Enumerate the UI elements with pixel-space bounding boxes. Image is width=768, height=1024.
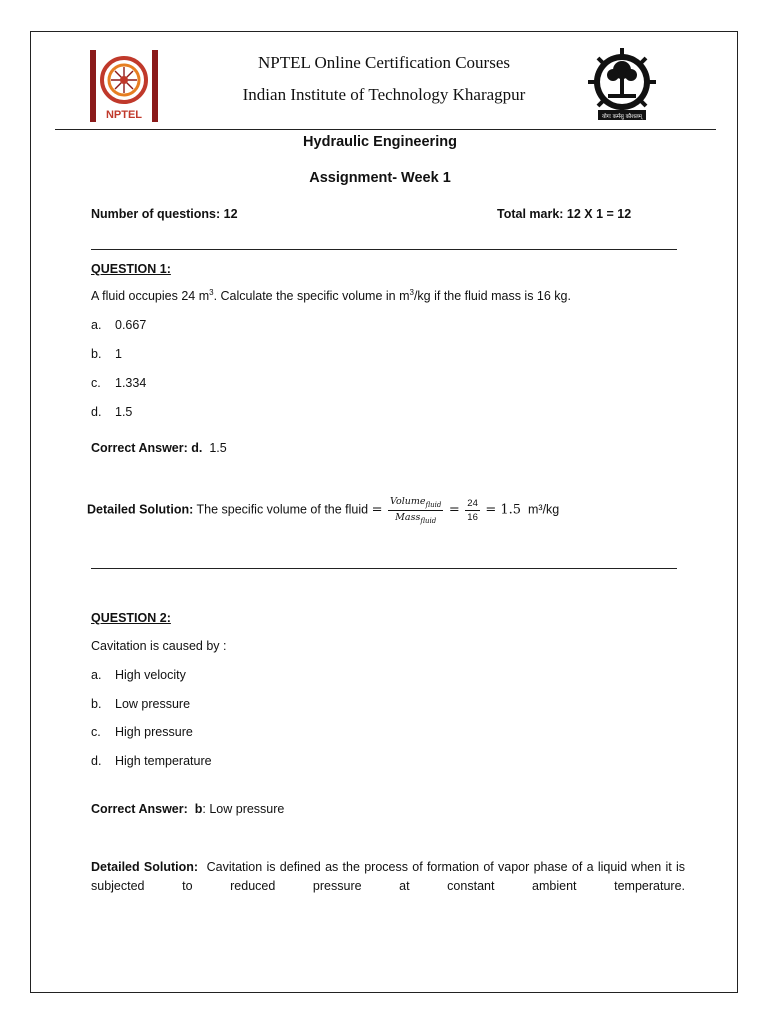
q1-option-d: d. 1.5 [91,405,133,419]
seal-motto: योगः कर्मसु कौशलम् [602,114,642,120]
q2-option-b: b. Low pressure [91,697,191,711]
question-2-text: Cavitation is caused by : [91,639,227,653]
q1-correct-answer: Correct Answer: d. 1.5 [91,441,227,455]
document-title: Hydraulic Engineering [303,134,457,150]
fraction-volume-over-mass: $\frac{Volume_{fluid}}{Mass_{fluid}}$ [390,496,442,525]
q1-option-b: b. 1 [91,347,122,361]
question-1-heading: QUESTION 1: [91,262,171,276]
header-line-1: NPTEL Online Certification Courses [258,53,510,72]
q2-detailed-solution: Detailed Solution: Cavitation is defined as the process of formation of vapor phase of a liquid when it is subjected to reduced pressure at constant ambient temperature. [91,860,686,893]
question-2-heading: QUESTION 2: [91,611,171,625]
q2-option-d: d. High temperature [91,754,212,768]
header-divider [55,129,716,130]
total-mark: Total mark: 12 X 1 = 12 [497,207,632,221]
header-line-2: Indian Institute of Technology Kharagpur [242,85,526,104]
q1-option-a: a. 0.667 [91,318,147,332]
q1-option-c: c. 1.334 [91,376,147,390]
number-of-questions: Number of questions: 12 [91,207,238,221]
fraction-24-over-16: $\frac{24}{16}$ [467,497,478,523]
q1-detailed-solution: Detailed Solution: The specific volume of the fluid = $\frac{Volume_{fluid}}{Mass_{fluid}}$ = $\frac{24}{16}$ = 1.5 m³/kg [87,496,560,525]
q2-option-c: c. High pressure [91,725,193,739]
q2-correct-answer: Correct Answer: b: Low pressure [91,802,285,816]
document-subtitle: Assignment- Week 1 [309,170,451,186]
section-divider-2 [91,568,677,569]
nptel-logo-text: NPTEL [105,109,143,121]
q2-option-a: a. High velocity [91,668,186,682]
question-1-text: A fluid occupies 24 $m^3$. Calculate the specific volume in $m^3/kg$ if the fluid mass is 16 kg. [91,288,571,304]
section-divider-1 [91,249,677,250]
